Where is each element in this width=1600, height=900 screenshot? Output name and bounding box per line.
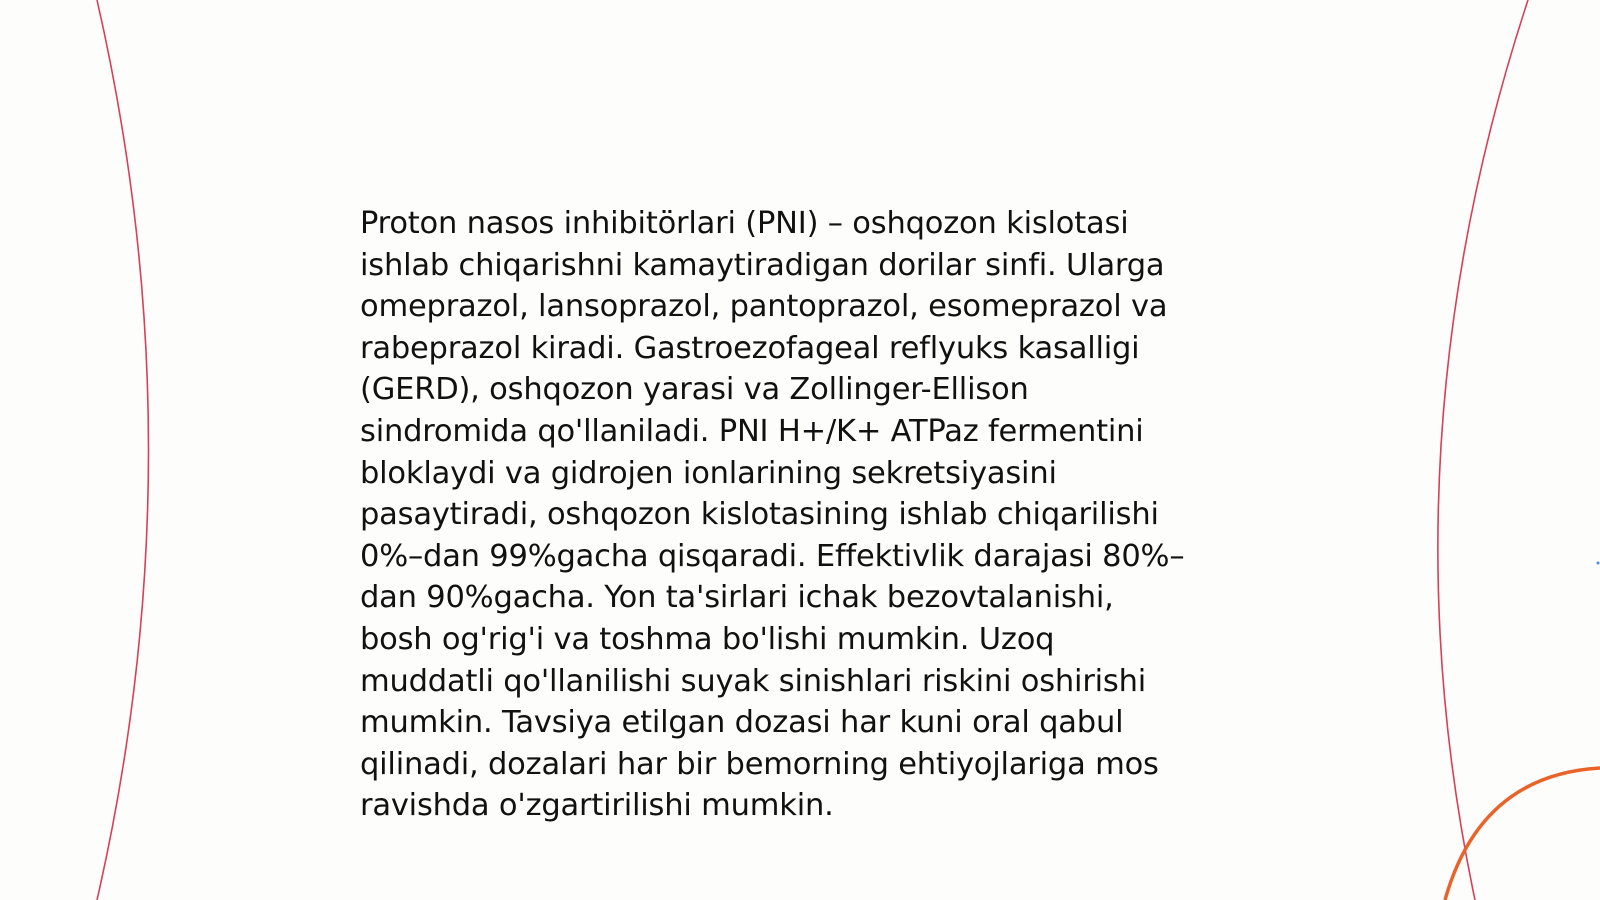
blue-accent-dot xyxy=(1597,562,1600,565)
right-curve-line xyxy=(1438,0,1528,900)
slide-body-text: Proton nasos inhibitörlari (PNI) – oshqozon kislotasi ishlab chiqarishni kamaytiradigan dorilar sinfi. Ularga omeprazol, lansoprazol, pantoprazol, esomeprazol va rabeprazol kiradi. Gastroezofageal reflyuks kasalligi (GERD), oshqozon yarasi va Zollinger-Ellison sindromida qo'llaniladi. PNI H+/K+ ATPaz fermentini bloklaydi va gidrojen ionlarining sekretsiyasini pasaytiradi, oshqozon kislotasining ishlab chiqarilishi 0%–dan 99%gacha qisqaradi. Effektivlik darajasi 80%– dan 90%gacha. Yon ta'sirlari ichak bezovtalanishi, bosh og'rig'i va toshma bo'lishi mumkin. Uzoq muddatli qo'llanilishi suyak sinishlari riskini oshirishi mumkin. Tavsiya etilgan dozasi har kuni oral qabul qilinadi, dozalari har bir bemorning ehtiyojlariga mos ravishda o'zgartirilishi mumkin. xyxy=(360,206,1185,824)
left-curve-line xyxy=(97,0,149,900)
orange-accent-arc xyxy=(1445,768,1600,900)
